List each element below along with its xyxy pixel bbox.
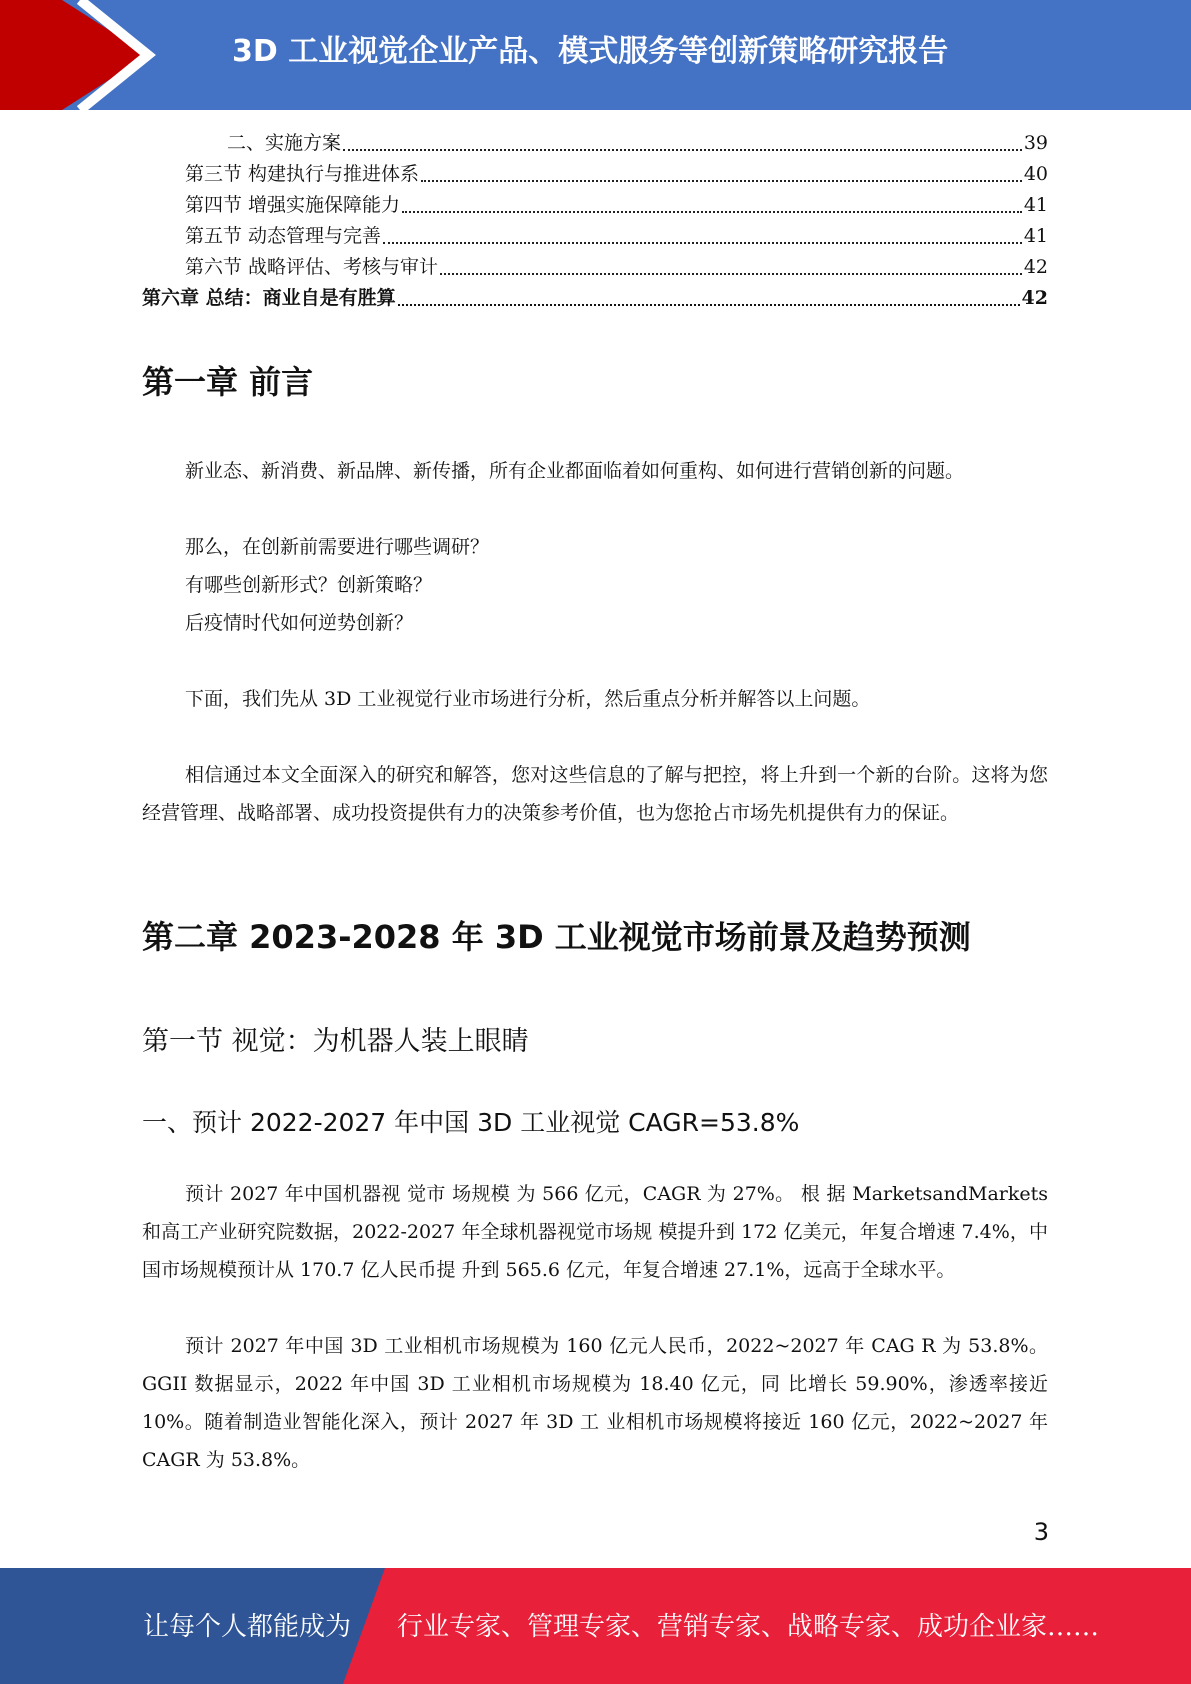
chapter-1-question-1: 那么，在创新前需要进行哪些调研？ (185, 536, 490, 558)
chapter-1-paragraph-2: 下面，我们先从 3D 工业视觉行业市场进行分析，然后重点分析并解答以上问题。 (185, 688, 871, 710)
table-of-contents (142, 128, 1048, 314)
toc-entry-label: 第四节 增强实施保障能力 (185, 194, 401, 216)
toc-entry-label: 二、实施方案 (227, 132, 342, 154)
toc-leader-dots (343, 149, 1022, 151)
page-footer (0, 1568, 1191, 1684)
toc-entry[interactable] (142, 221, 1048, 252)
chapter-1-heading: 第一章 前言 (142, 363, 314, 401)
chapter-1-question-3: 后疫情时代如何逆势创新？ (185, 612, 414, 634)
toc-entry-page: 41 (1023, 225, 1048, 247)
chapter-1-paragraph-1: 新业态、新消费、新品牌、新传播，所有企业都面临着如何重构、如何进行营销创新的问题。 (185, 460, 965, 482)
chapter-1-question-2: 有哪些创新形式？创新策略？ (185, 574, 433, 596)
toc-entry[interactable] (142, 159, 1048, 190)
toc-entry-page: 39 (1023, 132, 1048, 154)
toc-entry-label: 第六节 战略评估、考核与审计 (185, 256, 439, 278)
toc-leader-dots (398, 304, 1020, 306)
toc-leader-dots (383, 242, 1022, 244)
toc-entry[interactable] (142, 252, 1048, 283)
report-title: 3D 工业视觉企业产品、模式服务等创新策略研究报告 (232, 34, 949, 69)
toc-leader-dots (440, 273, 1022, 275)
toc-entry-label: 第三节 构建执行与推进体系 (185, 163, 420, 185)
page-number: 3 (1033, 1518, 1049, 1546)
toc-entry-chapter[interactable] (142, 283, 1048, 314)
footer-slogan-left: 让每个人都能成为 (143, 1612, 352, 1642)
toc-entry-label: 第五节 动态管理与完善 (185, 225, 382, 247)
chapter-2-paragraph-2: 预计 2027 年中国 3D 工业相机市场规模为 160 亿元人民币，2022~2027 年 CAG R 为 53.8%。GGII 数据显示，2022 年中国 3D 工业相机市场规模为 18.40 亿元，同 比增长 59.90%，渗透率接近 10%。随着制造业智能化深入，预计 2027 年 3D 工 业相机市场规模将接近 160 亿元，2022~2027 年 CAGR 为 53.8%。 (142, 1335, 1048, 1471)
toc-entry[interactable] (142, 128, 1048, 159)
subsection-1-heading: 一、预计 2022-2027 年中国 3D 工业视觉 CAGR=53.8% (142, 1108, 800, 1137)
toc-entry-label: 第六章 总结：商业自是有胜算 (142, 287, 396, 309)
toc-leader-dots (402, 211, 1022, 213)
page-header (0, 0, 1191, 110)
footer-slogan-right: 行业专家、管理专家、营销专家、战略专家、成功企业家…… (397, 1612, 1100, 1642)
chapter-2-heading: 第二章 2023-2028 年 3D 工业视觉市场前景及趋势预测 (142, 918, 971, 956)
chapter-2-paragraph-1: 预计 2027 年中国机器视 觉市 场规模 为 566 亿元，CAGR 为 27%。 根 据 MarketsandMarkets 和高工产业研究院数据，2022-2027 年全球机器视觉市场规 模提升到 172 亿美元，年复合增速 7.4%，中国市场规模预计从 170.7 亿人民币提 升到 565.6 亿元，年复合增速 27.1%，远高于全球水平。 (142, 1183, 1048, 1281)
toc-entry-page: 42 (1023, 256, 1048, 278)
toc-entry-page: 42 (1021, 287, 1048, 309)
chapter-1-paragraph-3: 相信通过本文全面深入的研究和解答，您对这些信息的了解与把控，将上升到一个新的台阶。这将为您经营管理、战略部署、成功投资提供有力的决策参考价值，也为您抢占市场先机提供有力的保证。 (142, 764, 1048, 824)
toc-leader-dots (421, 180, 1022, 182)
section-1-heading: 第一节 视觉：为机器人装上眼睛 (142, 1026, 529, 1057)
toc-entry[interactable] (142, 190, 1048, 221)
toc-entry-page: 40 (1023, 163, 1048, 185)
toc-entry-page: 41 (1023, 194, 1048, 216)
